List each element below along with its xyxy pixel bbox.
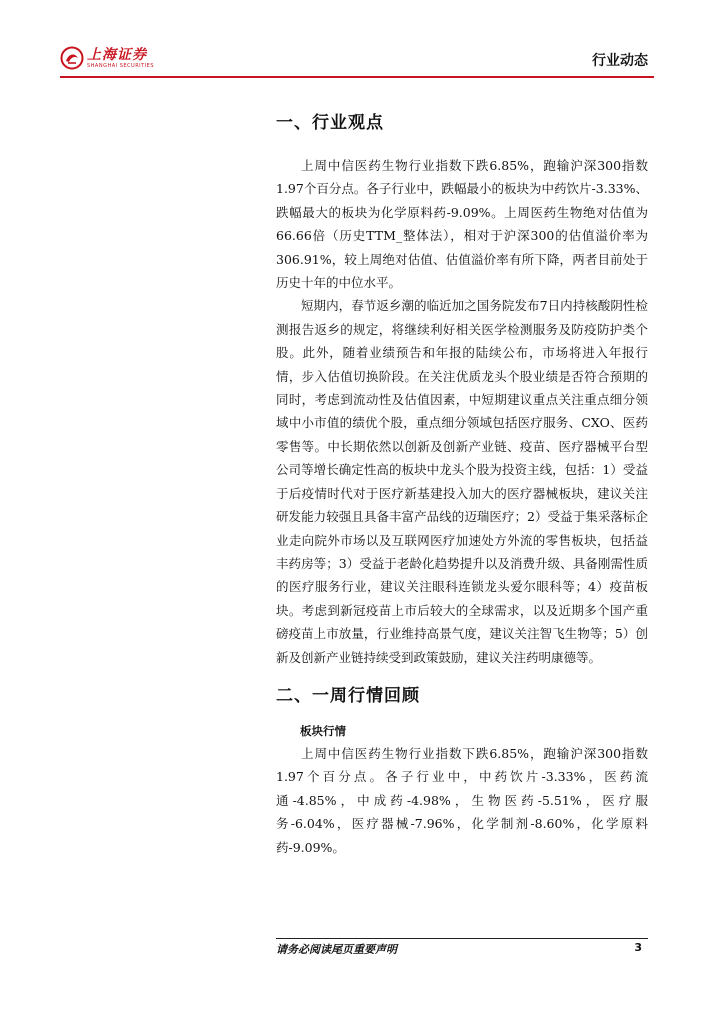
page-header — [60, 46, 654, 80]
footer-divider — [276, 938, 648, 939]
section-title-industry-view: 一、行业观点 — [276, 113, 384, 133]
logo-chinese-name: 上海证券 — [87, 46, 147, 63]
paragraph-investment-advice: 短期内，春节返乡潮的临近加之国务院发布7日内持核酸阴性检测报告返乡的规定，将继续利好相关医学检测服务及防疫防护类个股。此外，随着业绩预告和年报的陆续公布，市场将进入年报行情，步入估值切换阶段。在关注优质龙头个股业绩是否符合预期的同时，考虑到流动性及估值因素，中短期建议重点关注重点细分领域中小市值的绩优个股，重点细分领域包括医疗服务、CXO、医药零售等。中长期依然以创新及创新产业链、疫苗、医疗器械平台型公司等增长确定性高的板块中龙头个股为投资主线，包括：1）受益于后疫情时代对于医疗新基建投入加大的医疗器械板块，建议关注研发能力较强且具备丰富产品线的迈瑞医疗；2）受益于集采落标企业走向院外市场以及互联网医疗加速处方外流的零售板块，包括益丰药房等；3）受益于老龄化趋势提升以及消费升级、具备刚需性质的医疗服务行业，建议关注眼科连锁龙头爱尔眼科等；4）疫苗板块。考虑到新冠疫苗上市后较大的全球需求，以及近期多个国产重磅疫苗上市放量，行业维持高景气度，建议关注智飞生物等；5）创新及创新产业链持续受到政策鼓励，建议关注药明康德等。 — [276, 298, 648, 665]
section-body-weekly-review — [276, 742, 648, 859]
report-type-label: 行业动态 — [592, 53, 648, 69]
section-body-industry-view — [276, 154, 648, 669]
company-logo — [60, 46, 154, 70]
logo-english-name: SHANGHAI SECURITIES — [87, 62, 155, 69]
page-number: 3 — [634, 941, 642, 954]
footer-disclaimer: 请务必阅读尾页重要声明 — [276, 943, 397, 956]
paragraph-index-valuation: 上周中信医药生物行业指数下跌6.85%，跑输沪深300指数1.97个百分点。各子行业中，跌幅最小的板块为中药饮片-3.33%、跌幅最大的板块为化学原料药-9.09%。上周医药生物绝对估值为 66.66倍（历史TTM_整体法），相对于沪深300的估值溢价率为306.91%，较上周绝对估值、估值溢价率有所下降，两者目前处于历史十年的中位水平。 — [276, 158, 648, 291]
paragraph-sector-performance: 上周中信医药生物行业指数下跌6.85%，跑输沪深300指数1.97个百分点。各子行业中，中药饮片-3.33%，医药流通-4.85%，中成药-4.98%，生物医药-5.51%，医疗服务-6.04%，医疗器械-7.96%，化学制剂-8.60%，化学原料药-9.09%。 — [276, 746, 648, 855]
subsection-title-sector: 板块行情 — [300, 724, 346, 738]
section-title-weekly-review: 二、一周行情回顾 — [276, 686, 420, 706]
header-divider — [60, 76, 654, 78]
shanghai-securities-logo-icon — [60, 46, 84, 70]
